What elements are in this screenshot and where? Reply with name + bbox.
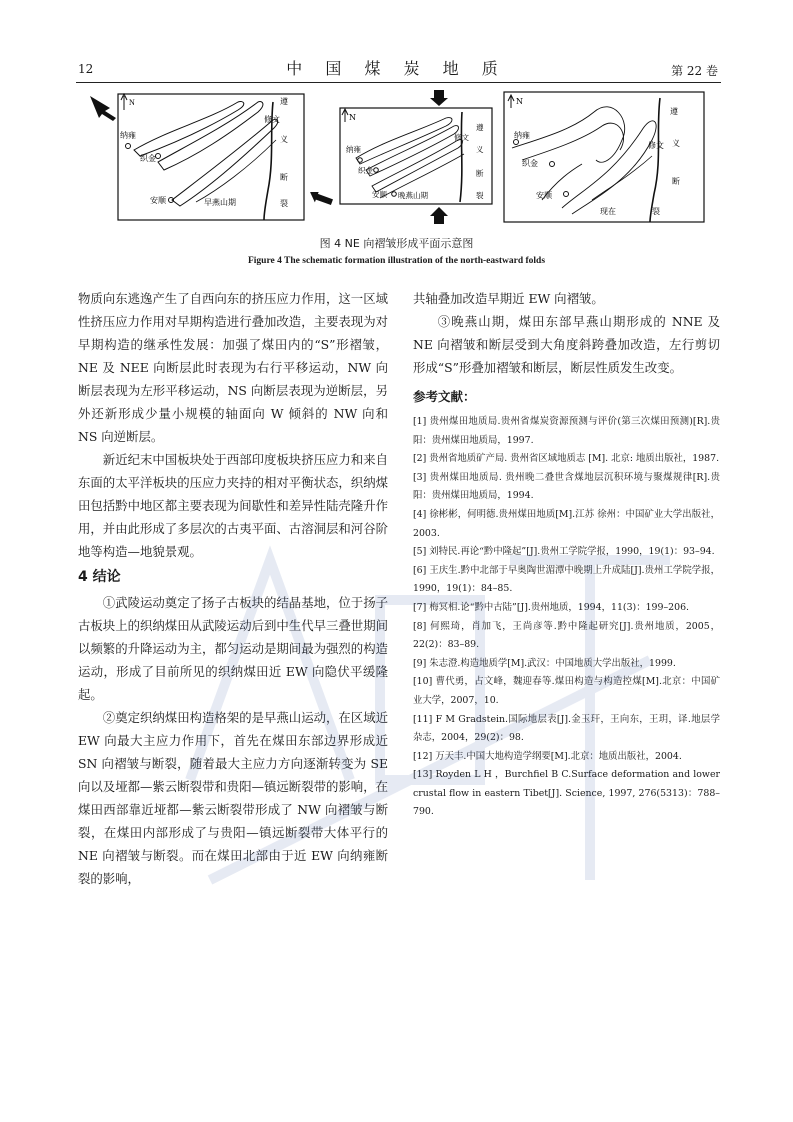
reference-item: [13] Royden L H ，Burchfiel B C.Surface deformation and lower crustal flow in eastern Tibet[J]. Science, 1997, 276(5313)：788–790. — [413, 769, 720, 818]
label-yi: 义 — [476, 145, 484, 154]
left-column — [78, 287, 388, 890]
label-nayong: 纳雍 — [346, 145, 361, 154]
label-nayong: 纳雍 — [120, 131, 136, 140]
reference-item: [11] F M Gradstein.国际地层表[J].金玉玕，王向东，王玥，译.地层学杂志，2004，29(2)：98. — [413, 713, 720, 744]
label-zun: 遵 — [476, 123, 484, 132]
label-lie: 裂 — [476, 191, 484, 200]
reference-item: [7] 梅冥相.论“黔中古陆”[J].贵州地质，1994，11(3)：199–206. — [413, 601, 690, 613]
label-anshun: 安顺 — [150, 196, 166, 205]
label-nayong: 纳雍 — [514, 131, 530, 140]
figure-caption-en: Figure 4 The schematic formation illustration of the north-eastward folds — [247, 256, 546, 266]
label-anshun: 安顺 — [536, 191, 552, 200]
volume-label: 第 22 卷 — [671, 64, 718, 78]
label-zun: 遵 — [670, 107, 678, 116]
header-rule — [76, 82, 721, 83]
arrow-left-icon — [306, 192, 334, 210]
paragraph: 物质向东逃逸产生了自西向东的挤压应力作用，这一区域性挤压应力作用对早期构造进行叠加改造，主要表现为对早期构造的继承性发展：加强了煤田内的“S”形褶皱，NE 及 NEE 向断层此时表现为右行平移运动，NW 向断层表现为左形平移运动，NS 向断层表现为逆断层，另外还新形成少量小规模的轴面向 W 倾斜的 NW 向和 NS 向逆断层。 — [78, 291, 388, 444]
label-lie: 裂 — [652, 207, 660, 216]
north-label: N — [516, 97, 523, 106]
section-heading: 4 结论 — [78, 569, 121, 585]
label-lie: 裂 — [280, 199, 288, 208]
conclusion-2: ②奠定织纳煤田构造格架的是早燕山运动，在区域近 EW 向最大主应力作用下，首先在煤田东部边界形成近 SN 向褶皱与断裂，随着最大主应力方向逐渐转变为 SE 向以及垭都—紫云断裂带和贵阳—镇远断裂带的影响，在煤田西部靠近垭都—紫云断裂带形成了 NW 向褶皱与断裂，在煤田内部形成了与贵阳—镇远断裂带大体平行的 NE 向褶皱与断裂。而在煤田北部由于近 EW 向纳雍断裂的影响， — [78, 710, 388, 886]
label-xiuwen: 修文 — [454, 133, 469, 142]
label-xiuwen: 修文 — [648, 141, 664, 150]
figure-panel-early-yanshan — [88, 90, 310, 225]
reference-item: [5] 刘特民.再论“黔中隆起”[J].贵州工学院学报，1990，19(1)：93–94. — [413, 546, 715, 558]
stress-arrow-top-icon — [430, 90, 448, 106]
label-xiuwen: 修文 — [264, 115, 280, 124]
reference-item: [2] 贵州省地质矿产局. 贵州省区域地质志 [M]. 北京: 地质出版社，1987. — [413, 453, 720, 465]
stress-arrow-bottom-icon — [430, 207, 448, 224]
reference-item: [12] 万天丰.中国大地构造学纲要[M].北京：地质出版社，2004. — [413, 750, 682, 762]
reference-item: [3] 贵州煤田地质局. 贵州晚二叠世含煤地层沉积环境与聚煤规律[R].贵阳：贵州煤田地质局，1994. — [413, 471, 720, 502]
right-column — [413, 287, 720, 822]
label-duan: 断 — [280, 173, 288, 182]
label-zhijin: 织金 — [522, 159, 538, 168]
reference-item: [8] 何熙琦，肖加飞，王尚彦等.黔中隆起研究[J].贵州地质，2005，22(2)：83–89. — [413, 620, 720, 651]
paragraph: 新近纪末中国板块处于西部印度板块挤压应力和来自东面的太平洋板块的压应力夹持的相对平衡状态，织纳煤田包括黔中地区都主要表现为间歇性和差异性陆壳隆升作用，并由此形成了多层次的古夷平面、古溶洞层和河谷阶地等构造—地貌景观。 — [78, 452, 388, 559]
label-anshun: 安顺 — [372, 190, 387, 199]
reference-item: [10] 曹代勇，占文峰，魏迎春等.煤田构造与构造控煤[M].北京：中国矿业大学，2007，10. — [413, 676, 720, 706]
conclusion-1: ①武陵运动奠定了扬子古板块的结晶基地，位于扬子古板块上的织纳煤田从武陵运动后到中生代早三叠世期间以频繁的升降运动为主，都匀运动是期间最为强烈的构造运动，形成了目前所见的织纳煤田近 EW 向隐伏平缓隆起。 — [78, 595, 388, 702]
map-frame — [340, 108, 492, 204]
conclusion-3: ③晚燕山期，煤田东部早燕山期形成的 NNE 及 NE 向褶皱和断层受到大角度斜跨叠加改造，左行剪切形成“S”形叠加褶皱和断层，断层性质发生改变。 — [413, 314, 720, 375]
reference-item: [9] 朱志澄.构造地质学[M].武汉：中国地质大学出版社，1999. — [413, 657, 676, 669]
paragraph: 共轴叠加改造早期近 EW 向褶皱。 — [413, 291, 604, 306]
label-zhijin: 织金 — [358, 166, 373, 175]
north-label: N — [129, 98, 135, 107]
journal-title: 中 国 煤 炭 地 质 — [286, 59, 507, 78]
figure-panel-late-yanshan — [336, 90, 496, 225]
figure-caption-cn: 图 4 NE 向褶皱形成平面示意图 — [319, 237, 474, 250]
label-yi: 义 — [672, 139, 680, 148]
label-zun: 遵 — [280, 97, 288, 106]
reference-item: [6] 王庆生.黔中北部于早奥陶世湄潭中晚期上升成陆[J].贵州工学院学报，1990，19(1)：84–85. — [413, 564, 720, 595]
page-number: 12 — [78, 62, 94, 76]
north-label: N — [349, 113, 356, 122]
label-zhijin: 织金 — [140, 154, 156, 163]
label-yi: 义 — [280, 135, 288, 144]
label-period: 现在 — [600, 207, 616, 216]
label-period: 晚燕山期 — [398, 191, 428, 200]
figure-panel-present — [502, 90, 712, 225]
reference-item: [1] 贵州煤田地质局.贵州省煤炭资源预测与评价(第三次煤田预测)[R].贵阳：贵州煤田地质局，1997. — [413, 416, 720, 446]
reference-item: [4] 徐彬彬，何明德.贵州煤田地质[M].江苏 徐州：中国矿业大学出版社，2003. — [413, 508, 720, 539]
label-period: 早燕山期 — [204, 198, 236, 207]
references-heading: 参考文献： — [413, 389, 476, 404]
label-duan: 断 — [476, 169, 484, 178]
label-duan: 断 — [672, 177, 680, 186]
stress-arrow-icon — [90, 96, 116, 121]
